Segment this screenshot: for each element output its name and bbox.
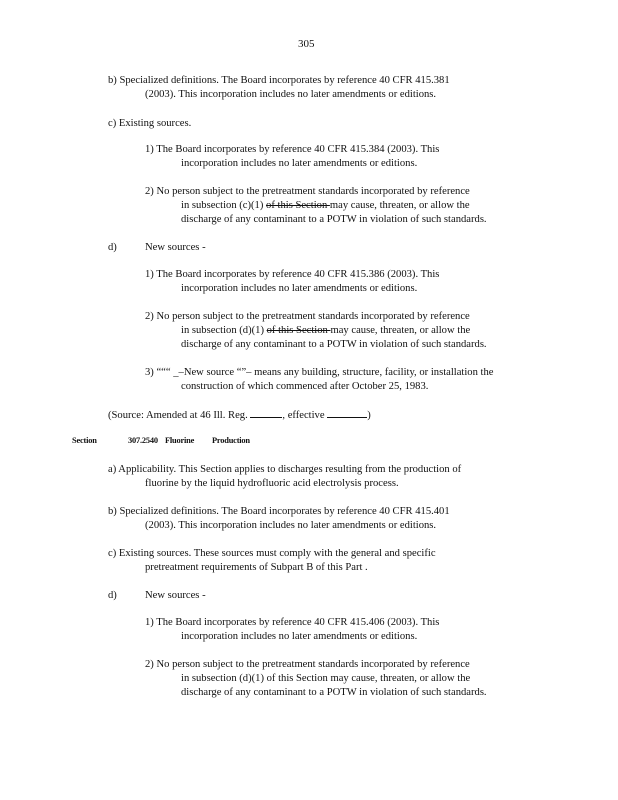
para-c2-line2-start: in subsection (c)(1) <box>181 200 267 211</box>
para-d2-line3: discharge of any contaminant to a POTW in violation of such standards. <box>181 339 487 350</box>
page-number: 305 <box>298 38 315 50</box>
para-d-label: d) <box>108 242 117 253</box>
struck-text: of this Section <box>266 200 330 211</box>
para-b-specialized-definitions-line1: b) Specialized definitions. The Board incorporates by reference 40 CFR 415.401 <box>108 506 450 517</box>
para-a-applicability-line2: fluorine by the liquid hydrofluoric acid electrolysis process. <box>145 478 399 489</box>
para-b-specialized-definitions-line2: (2003). This incorporation includes no later amendments or editions. <box>145 520 437 531</box>
para-d2-line2-end: may cause, threaten, or allow the <box>330 325 471 336</box>
para-c-existing-sources-line2: pretreatment requirements of Subpart B of this Part . <box>145 562 368 573</box>
para-d-label: d) <box>108 590 117 601</box>
para-d2-line2-start: in subsection (d)(1) <box>181 325 267 336</box>
para-d2-line1: 2) No person subject to the pretreatment standards incorporated by reference <box>145 311 470 322</box>
para-d1-line1: 1) The Board incorporates by reference 40 CFR 415.406 (2003). This <box>145 617 440 628</box>
para-d2-line1: 2) No person subject to the pretreatment standards incorporated by reference <box>145 659 470 670</box>
struck-text: of this Section <box>266 325 331 336</box>
source-note-end: ) <box>367 410 371 421</box>
para-b-specialized-definitions-line1: b) Specialized definitions. The Board incorporates by reference 40 CFR 415.381 <box>108 75 450 86</box>
para-d-new-sources-heading: New sources - <box>145 590 206 601</box>
source-note-middle: , effective <box>282 410 328 421</box>
para-d1-line1: 1) The Board incorporates by reference 40 CFR 415.386 (2003). This <box>145 269 440 280</box>
para-b-specialized-definitions-line2: (2003). This incorporation includes no later amendments or editions. <box>145 89 437 100</box>
section-label: Section <box>72 436 97 445</box>
section-number: 307.2540 <box>128 436 158 445</box>
para-c2-line3: discharge of any contaminant to a POTW in violation of such standards. <box>181 214 487 225</box>
register-page-blank <box>250 407 282 418</box>
para-d3-line2: construction of which commenced after October 25, 1983. <box>181 381 429 392</box>
para-a-applicability-line1: a) Applicability. This Section applies to discharges resulting from the production of <box>108 464 462 475</box>
para-d2-line2 <box>181 324 470 337</box>
effective-date-blank <box>327 407 367 418</box>
source-note <box>108 407 371 422</box>
para-c-existing-sources-heading: c) Existing sources. <box>108 118 192 129</box>
section-title-word1: Fluorine <box>165 436 195 445</box>
para-c2-line2 <box>181 199 470 212</box>
section-title-word2: Production <box>212 436 250 445</box>
para-d2-line2: in subsection (d)(1) of this Section may cause, threaten, or allow the <box>181 673 471 684</box>
para-c2-line1: 2) No person subject to the pretreatment standards incorporated by reference <box>145 186 470 197</box>
para-c2-line2-end: may cause, threaten, or allow the <box>329 200 470 211</box>
para-d1-line2: incorporation includes no later amendments or editions. <box>181 283 418 294</box>
para-c-existing-sources-line1: c) Existing sources. These sources must comply with the general and specific <box>108 548 436 559</box>
para-c1-line1: 1) The Board incorporates by reference 40 CFR 415.384 (2003). This <box>145 144 440 155</box>
source-note-start: (Source: Amended at 46 Ill. Reg. <box>108 410 251 421</box>
para-d2-line3: discharge of any contaminant to a POTW in violation of such standards. <box>181 687 487 698</box>
para-d1-line2: incorporation includes no later amendments or editions. <box>181 631 418 642</box>
para-d3-line1: 3) “““ _–New source “”– means any building, structure, facility, or installation the <box>145 367 494 378</box>
para-d-new-sources-heading: New sources - <box>145 242 206 253</box>
para-c1-line2: incorporation includes no later amendments or editions. <box>181 158 418 169</box>
